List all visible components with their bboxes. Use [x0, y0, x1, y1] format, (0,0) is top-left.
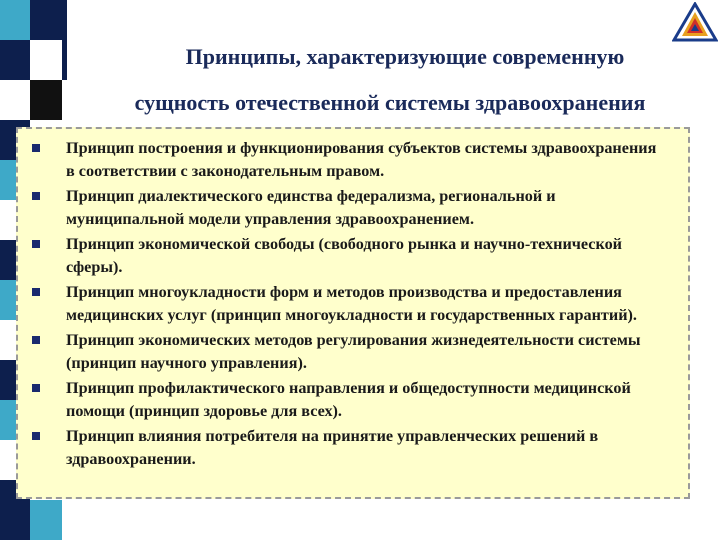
list-item	[18, 377, 668, 422]
title-line-1: Принципы, характеризующие современную	[185, 44, 625, 69]
square-bullet-icon	[32, 192, 40, 200]
list-item-text: Принцип профилактического направления и общедоступности медицинской помощи (принцип здоровье для всех).	[66, 379, 631, 420]
list-item-text: Принцип влияния потребителя на принятие управленческих решений в здравоохранении.	[66, 427, 599, 468]
list-item-text: Принцип экономической свободы (свободного рынка и научно-технической сферы).	[66, 235, 622, 276]
list-item	[18, 329, 668, 374]
square-bullet-icon	[32, 336, 40, 344]
list-item-text: Принцип построения и функционирования субъектов системы здравоохранения в соответствии с законодательным правом.	[66, 139, 657, 180]
list-item-text: Принцип диалектического единства федерализма, региональной и муниципальной модели управления здравоохранением.	[66, 187, 556, 228]
slide-title	[60, 34, 720, 126]
list-item	[18, 233, 668, 278]
title-line-2: сущность отечественной системы здравоохранения	[134, 90, 646, 115]
list-item	[18, 425, 668, 470]
principles-panel	[16, 127, 690, 499]
list-item	[18, 185, 668, 230]
list-item	[18, 281, 668, 326]
square-bullet-icon	[32, 432, 40, 440]
list-item-text: Принцип многоукладности форм и методов производства и предоставления медицинских услуг (принцип многоукладности и государственных гарантий).	[66, 283, 637, 324]
square-bullet-icon	[32, 288, 40, 296]
square-bullet-icon	[32, 384, 40, 392]
list-item-text: Принцип экономических методов регулирования жизнедеятельности системы (принцип научного управления).	[66, 331, 641, 372]
square-bullet-icon	[32, 240, 40, 248]
list-item	[18, 137, 668, 182]
principles-list	[18, 129, 688, 470]
square-bullet-icon	[32, 144, 40, 152]
